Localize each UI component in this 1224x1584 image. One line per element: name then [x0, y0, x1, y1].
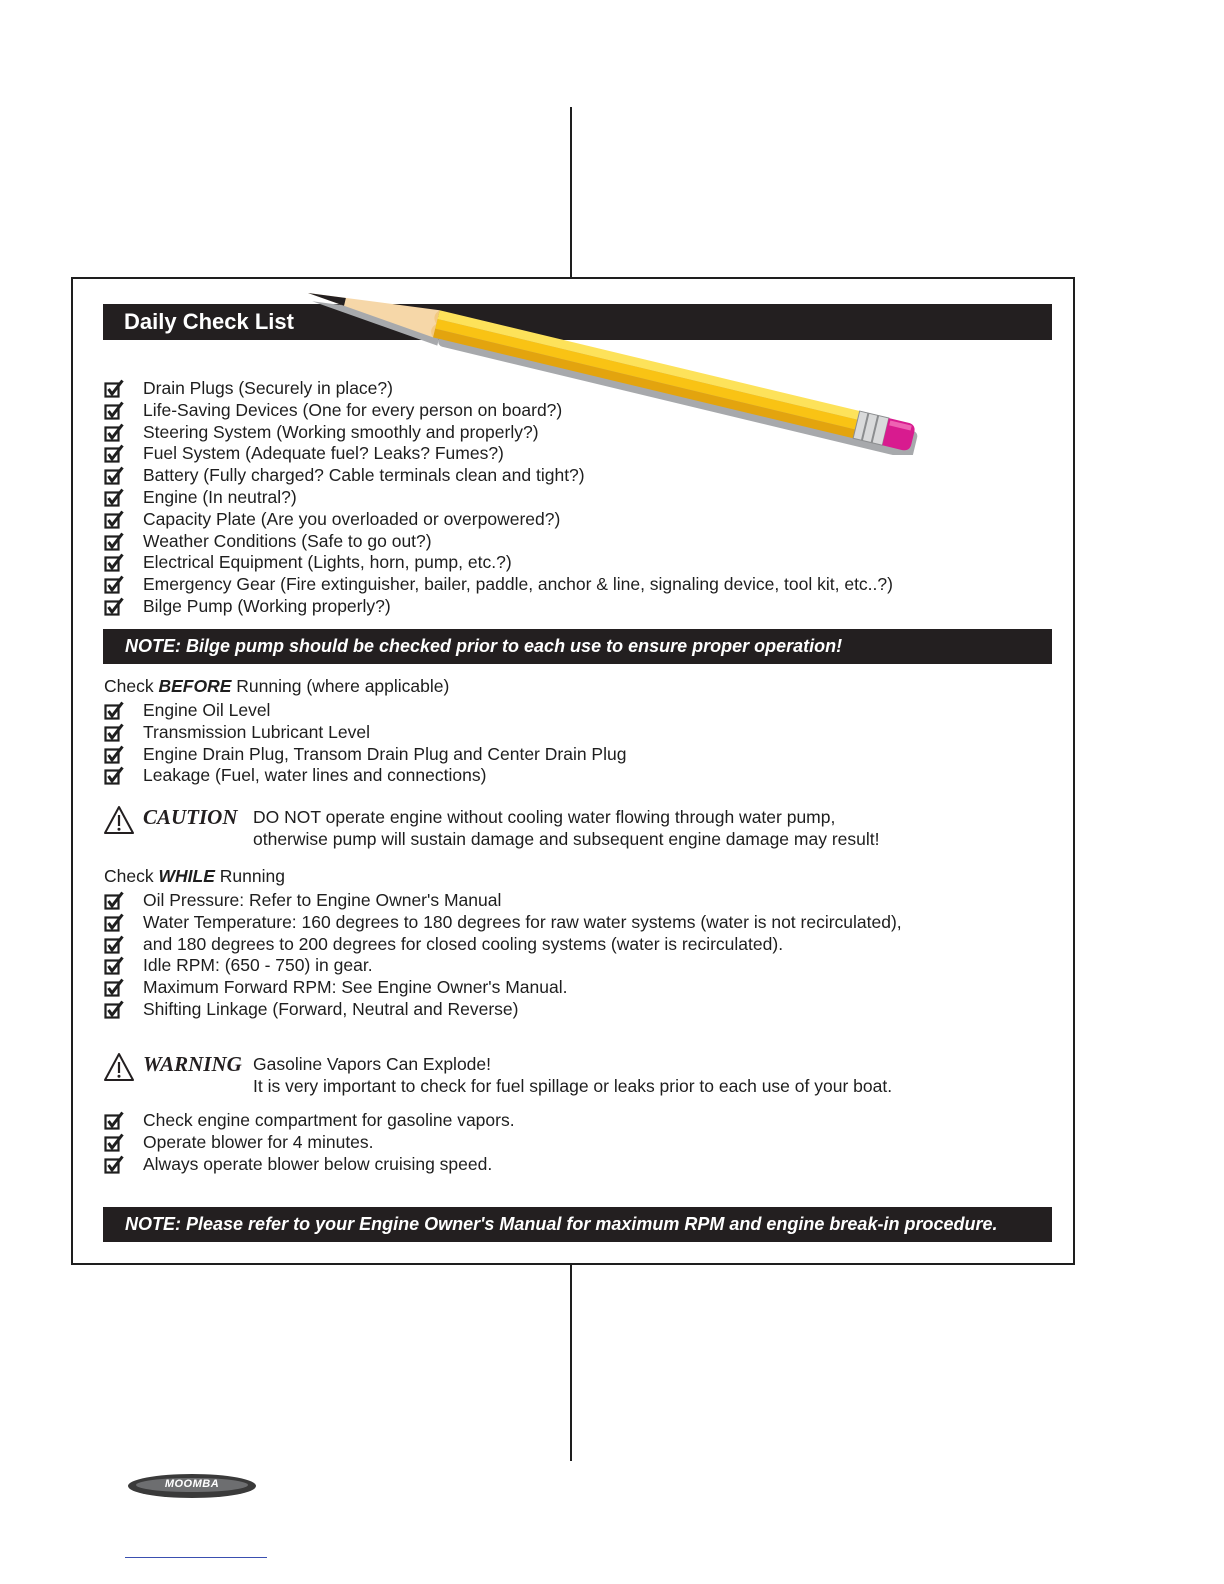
note-bar-bilge	[103, 629, 1052, 664]
heading-prefix: Check	[104, 866, 154, 886]
checklist-item	[103, 1132, 515, 1154]
checklist-item-text: Drain Plugs (Securely in place?)	[143, 378, 393, 398]
checklist-item-text: Emergency Gear (Fire extinguisher, bailer, paddle, anchor & line, signaling device, tool kit, etc..?)	[143, 574, 893, 595]
heading-suffix: Running (where applicable)	[236, 676, 450, 696]
checklist-item	[103, 999, 902, 1021]
checklist-item	[103, 955, 902, 977]
warning-line-1: Gasoline Vapors Can Explode!	[253, 1054, 492, 1074]
checklist-item	[103, 934, 902, 956]
checklist-item-text: Check engine compartment for gasoline vapors.	[143, 1110, 515, 1130]
checklist-item	[103, 700, 626, 722]
while-running-heading	[104, 866, 285, 887]
checklist-item-text: Water Temperature: 160 degrees to 180 degrees for raw water systems (water is not recirculated),	[143, 911, 902, 932]
checklist-item-text: and 180 degrees to 200 degrees for closed cooling systems (water is recirculated).	[143, 933, 784, 954]
before-running-checklist	[103, 700, 626, 787]
checkbox-checked-icon	[104, 423, 124, 443]
checklist-item	[103, 465, 893, 487]
note-rpm-text: NOTE: Please refer to your Engine Owner's Manual for maximum RPM and engine break-in procedure.	[125, 1214, 998, 1234]
checkbox-checked-icon	[104, 553, 124, 573]
checklist-item	[103, 744, 626, 766]
checklist-item	[103, 977, 902, 999]
checkbox-checked-icon	[104, 488, 124, 508]
heading-prefix: Check	[104, 676, 154, 696]
checklist-item-text: Weather Conditions (Safe to go out?)	[143, 530, 432, 551]
before-running-heading	[104, 676, 449, 697]
checklist-item	[103, 487, 893, 509]
checkbox-checked-icon	[104, 444, 124, 464]
checkbox-checked-icon	[104, 532, 124, 552]
checklist-item-text: Maximum Forward RPM: See Engine Owner's Manual.	[143, 977, 568, 998]
checklist-item-text: Life-Saving Devices (One for every person on board?)	[143, 399, 563, 420]
brand-logo	[126, 1472, 258, 1500]
checkbox-checked-icon	[104, 935, 124, 955]
checkbox-checked-icon	[104, 956, 124, 976]
checklist-item-text: Capacity Plate (Are you overloaded or overpowered?)	[143, 508, 561, 529]
warning-text	[253, 1053, 892, 1097]
checklist-item	[103, 890, 902, 912]
checklist-item-text: Fuel System (Adequate fuel? Leaks? Fumes?)	[143, 443, 504, 464]
checklist-item	[103, 1154, 515, 1176]
note-bar-rpm	[103, 1207, 1052, 1242]
checklist-item-text: Engine (In neutral?)	[143, 486, 297, 507]
warning-label: WARNING	[143, 1052, 242, 1076]
checkbox-checked-icon	[104, 745, 124, 765]
checkbox-checked-icon	[104, 701, 124, 721]
pencil-illustration	[300, 285, 950, 455]
checkbox-checked-icon	[104, 1000, 124, 1020]
checkbox-checked-icon	[104, 466, 124, 486]
checkbox-checked-icon	[104, 913, 124, 933]
checklist-item	[103, 765, 626, 787]
checkbox-checked-icon	[104, 510, 124, 530]
checklist-item-text: Leakage (Fuel, water lines and connections)	[143, 765, 487, 786]
logo-text: MOOMBA	[164, 1478, 220, 1490]
checkbox-checked-icon	[104, 1133, 124, 1153]
note-bilge-text: NOTE: Bilge pump should be checked prior to each use to ensure proper operation!	[125, 636, 843, 656]
checklist-item	[103, 596, 893, 618]
checkbox-checked-icon	[104, 978, 124, 998]
checklist-item-text: Always operate blower below cruising speed.	[143, 1153, 493, 1174]
checklist-item	[103, 531, 893, 553]
caution-line-2: otherwise pump will sustain damage and subsequent engine damage may result!	[253, 829, 880, 849]
warning-line-2: It is very important to check for fuel spillage or leaks prior to each use of your boat.	[253, 1076, 893, 1096]
checklist-item	[103, 722, 626, 744]
checkbox-checked-icon	[104, 1111, 124, 1131]
caution-text	[253, 806, 879, 850]
checkbox-checked-icon	[104, 597, 124, 617]
checklist-item-text: Idle RPM: (650 - 750) in gear.	[143, 955, 373, 976]
checklist-item	[103, 552, 893, 574]
checkbox-checked-icon	[104, 723, 124, 743]
checkbox-checked-icon	[104, 1155, 124, 1175]
heading-emphasis: WHILE	[158, 866, 215, 886]
checklist-item-text: Bilge Pump (Working properly?)	[143, 595, 391, 616]
checklist-item	[103, 574, 893, 596]
center-divider-bottom	[570, 1263, 572, 1461]
checklist-item	[103, 509, 893, 531]
checklist-item	[103, 912, 902, 934]
checklist-item-text: Transmission Lubricant Level	[143, 721, 370, 742]
warning-triangle-icon	[103, 1052, 135, 1082]
checklist-item-text: Operate blower for 4 minutes.	[143, 1131, 374, 1152]
checklist-item-text: Oil Pressure: Refer to Engine Owner's Manual	[143, 890, 502, 910]
caution-label: CAUTION	[143, 805, 238, 829]
page-title: Daily Check List	[124, 309, 294, 334]
checklist-item-text: Battery (Fully charged? Cable terminals clean and tight?)	[143, 465, 585, 486]
checklist-item-text: Electrical Equipment (Lights, horn, pump, etc.?)	[143, 552, 512, 573]
center-divider-top	[570, 107, 572, 278]
heading-suffix: Running	[219, 866, 285, 886]
vapor-checklist	[103, 1110, 515, 1175]
heading-emphasis: BEFORE	[158, 676, 232, 696]
checklist-item	[103, 1110, 515, 1132]
checkbox-checked-icon	[104, 575, 124, 595]
checklist-item-text: Engine Oil Level	[143, 700, 271, 720]
checkbox-checked-icon	[104, 379, 124, 399]
checklist-item-text: Shifting Linkage (Forward, Neutral and Reverse)	[143, 998, 519, 1019]
while-running-checklist	[103, 890, 902, 1021]
caution-line-1: DO NOT operate engine without cooling water flowing through water pump,	[253, 807, 836, 827]
checkbox-checked-icon	[104, 891, 124, 911]
checklist-item-text: Engine Drain Plug, Transom Drain Plug and Center Drain Plug	[143, 743, 627, 764]
checklist-item-text: Steering System (Working smoothly and properly?)	[143, 421, 539, 442]
footer-link-underline	[125, 1557, 267, 1558]
checkbox-checked-icon	[104, 766, 124, 786]
checkbox-checked-icon	[104, 401, 124, 421]
warning-triangle-icon	[103, 805, 135, 835]
